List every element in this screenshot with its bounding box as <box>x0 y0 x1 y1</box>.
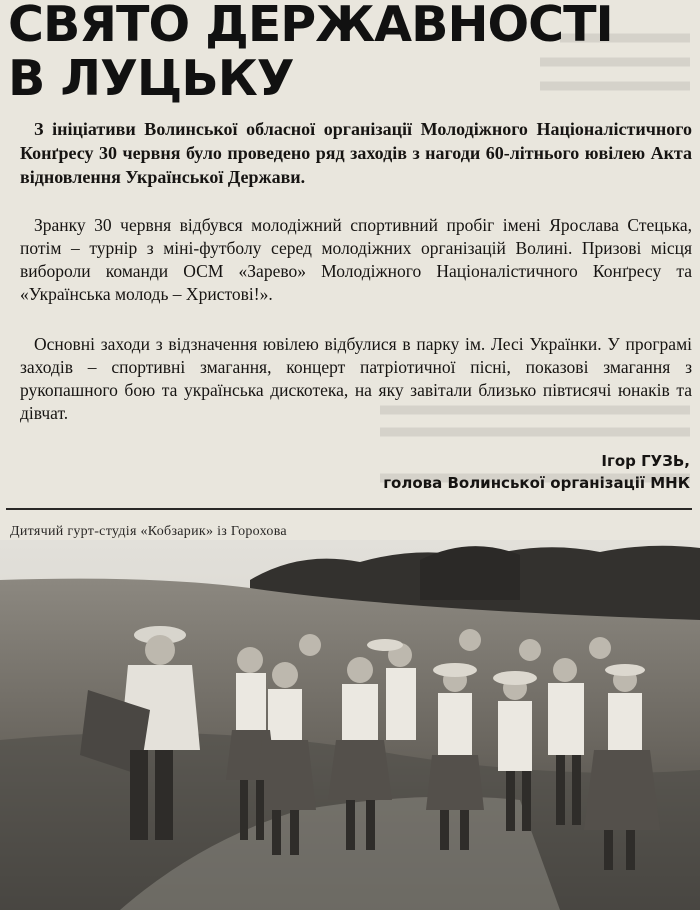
section-divider <box>6 508 692 510</box>
headline-line-1: СВЯТО ДЕРЖАВНОСТІ <box>8 0 613 53</box>
article-paragraph-2: Основні заходи з відзначення ювілею відбулися в парку ім. Лесі Українки. У програмі заходів – спортивні змагання, концерт патріотичної пісні, показові змагання з рукопашного бою та українська дискотека, на яку завітали близько півтисячі юнаків та дівчат. <box>20 334 692 423</box>
photo-caption: Дитячий гурт-студія «Кобзарик» із Горохова <box>10 524 287 539</box>
headline-line-2: В ЛУЦЬКУ <box>8 50 294 107</box>
author-role: голова Волинської організації МНК <box>383 474 690 492</box>
author-name: Ігор ГУЗЬ, <box>601 452 690 470</box>
article-paragraph-1: Зранку 30 червня відбувся молодіжний спортивний пробіг імені Ярослава Стецька, потім – турнір з міні-футболу серед молодіжних організацій Волині. Призові місця вибороли команди ОСМ «Зарево» Молодіжного Націоналістичного Конґресу та «Українська молодь – Христові!». <box>20 215 692 304</box>
article-headline <box>8 0 613 107</box>
article-lead: З ініціативи Волинської обласної організації Молодіжного Націоналістичного Конґресу 30 червня було проведено ряд заходів з нагоди 60-літнього ювілею Акта відновлення Української Держави. <box>20 119 692 187</box>
group-photo <box>0 540 700 910</box>
